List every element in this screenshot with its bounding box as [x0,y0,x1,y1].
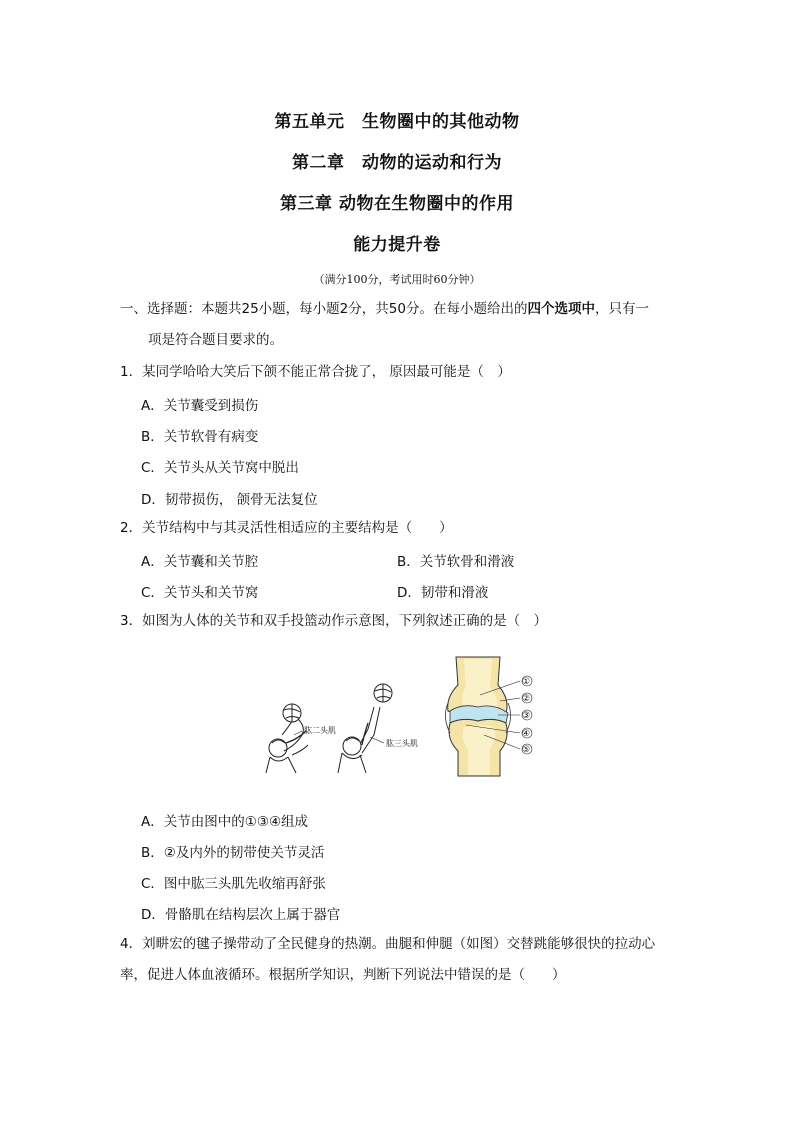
chapter3-title: 第三章 动物在生物圈中的作用 [280,194,514,214]
knee-joint-drawing [445,657,510,776]
part-label-4: ④ [522,729,531,739]
question-1-option-b: B．关节软骨有病变 [141,429,259,445]
exam-note: （满分100分，考试用时60分钟） [313,273,481,286]
question-4-stem-line1: 4．刘畊宏的毽子操带动了全民健身的热潮。曲腿和伸腿（如图）交替跳能够很快的拉动心 [120,936,656,952]
question-1-option-c: C．关节头从关节窝中脱出 [141,460,299,476]
question-2-option-d: D．韧带和滑液 [397,585,489,601]
figure-illustration [262,655,552,780]
part-label-3: ③ [522,711,531,721]
chapter2-title: 第二章 动物的运动和行为 [292,153,502,173]
paper-title: 能力提升卷 [353,235,441,255]
question-3-stem: 3．如图为人体的关节和双手投篮动作示意图，下列叙述正确的是（ ） [120,613,548,629]
question-3-option-d: D．骨骼肌在结构层次上属于器官 [141,907,341,923]
joint-and-basketball-figure [262,655,552,780]
triceps-label: 肱三头肌 [386,739,418,748]
unit-title: 第五单元 生物圈中的其他动物 [274,112,520,132]
question-3-option-c: C．图中肱三头肌先收缩再舒张 [141,876,326,892]
question-2-option-c: C．关节头和关节窝 [141,585,259,601]
section-intro-text: 一、选择题：本题共25小题，每小题2分，共50分。在每小题给出的 [120,301,528,317]
section-intro-bold: 四个选项中 [527,301,595,317]
question-3-option-a: A．关节由图中的①③④组成 [141,814,309,830]
part-label-2: ② [522,694,531,704]
question-2-stem: 2．关节结构中与其灵活性相适应的主要结构是（ ） [120,520,453,536]
part-label-1: ① [522,677,531,687]
question-2-option-a: A．关节囊和关节腔 [141,554,259,570]
player-2-drawing [338,684,392,773]
question-1-option-d: D．韧带损伤， 颌骨无法复位 [141,492,318,508]
question-4-stem-line2: 率，促进人体血液循环。根据所学知识，判断下列说法中错误的是（ ） [120,967,566,983]
player-1-drawing [266,704,308,773]
question-2-option-b: B．关节软骨和滑液 [397,554,515,570]
section-intro-text-end: ，只有一 [594,301,649,317]
section-intro-line1 [120,300,649,318]
section-intro-line2: 项是符合题目要求的。 [148,332,283,348]
part-label-5: ⑤ [522,745,531,755]
question-1-stem: 1．某同学哈哈大笑后下颌不能正常合拢了， 原因最可能是（ ） [120,364,511,380]
question-1-option-a: A．关节囊受到损伤 [141,398,259,414]
question-3-option-b: B．②及内外的韧带使关节灵活 [141,845,325,861]
biceps-label: 肱二头肌 [304,726,336,735]
